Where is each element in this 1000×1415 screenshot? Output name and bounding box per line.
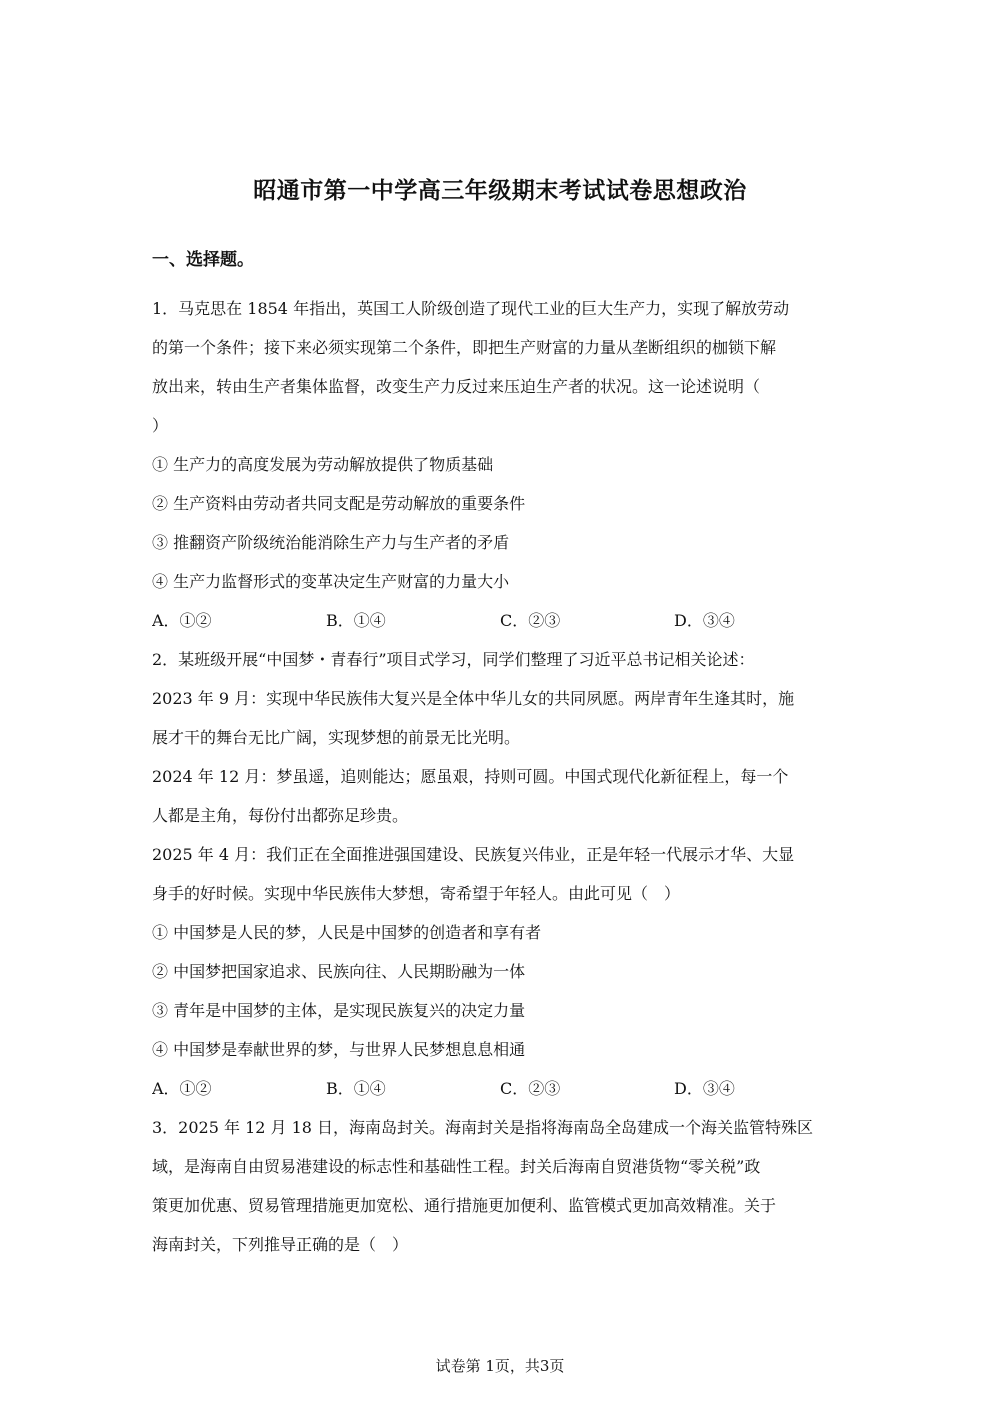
statement-item: ① 生产力的高度发展为劳动解放提供了物质基础 — [152, 455, 494, 474]
question-list — [152, 294, 852, 1269]
question-3 — [152, 1113, 852, 1269]
question-text-line: 1．马克思在 1854 年指出，英国工人阶级创造了现代工业的巨大生产力，实现了解放劳动 — [152, 299, 790, 318]
statement-item: ① 中国梦是人民的梦，人民是中国梦的创造者和享有者 — [152, 923, 542, 942]
statement-item: ③ 推翻资产阶级统治能消除生产力与生产者的矛盾 — [152, 533, 510, 552]
question-text-line: 域，是海南自由贸易港建设的标志性和基础性工程。封关后海南自贸港货物“零关税”政 — [152, 1157, 761, 1176]
option-a: A．①② — [152, 611, 212, 630]
question-text-line: 展才干的舞台无比广阔，实现梦想的前景无比光明。 — [152, 728, 521, 747]
question-text-line: 2025 年 4 月：我们正在全面推进强国建设、民族复兴伟业，正是年轻一代展示才华、大显 — [152, 845, 795, 864]
question-text-line: ） — [152, 416, 169, 435]
option-c: C．②③ — [500, 611, 561, 630]
question-text-line: 2024 年 12 月：梦虽遥，追则能达；愿虽艰，持则可圆。中国式现代化新征程上，每一个 — [152, 767, 789, 786]
option-d: D．③④ — [674, 1079, 735, 1098]
question-text-line: 海南封关，下列推导正确的是（ ） — [152, 1235, 409, 1254]
question-2 — [152, 645, 852, 1113]
question-1 — [152, 294, 852, 645]
question-text-line: 3．2025 年 12 月 18 日，海南岛封关。海南封关是指将海南岛全岛建成一个海关监管特殊区 — [152, 1118, 814, 1137]
section-heading: 一、选择题。 — [152, 250, 254, 270]
question-text-line: 身手的好时候。实现中华民族伟大梦想，寄希望于年轻人。由此可见（ ） — [152, 884, 681, 903]
question-text-line: 2023 年 9 月：实现中华民族伟大复兴是全体中华儿女的共同夙愿。两岸青年生逢其时，施 — [152, 689, 795, 708]
option-b: B．①④ — [326, 1079, 386, 1098]
statement-item: ② 生产资料由劳动者共同支配是劳动解放的重要条件 — [152, 494, 526, 513]
statement-item: ③ 青年是中国梦的主体，是实现民族复兴的决定力量 — [152, 1001, 526, 1020]
answer-options — [152, 606, 852, 645]
page-footer: 试卷第 1页，共3页 — [435, 1357, 565, 1375]
page-title: 昭通市第一中学高三年级期末考试试卷思想政治 — [253, 178, 747, 204]
question-text-line: 2．某班级开展“中国梦・青春行”项目式学习，同学们整理了习近平总书记相关论述： — [152, 650, 755, 669]
statement-item: ② 中国梦把国家追求、民族向往、人民期盼融为一体 — [152, 962, 526, 981]
option-b: B．①④ — [326, 611, 386, 630]
statement-item: ④ 中国梦是奉献世界的梦，与世界人民梦想息息相通 — [152, 1040, 526, 1059]
answer-options — [152, 1074, 852, 1113]
question-text-line: 人都是主角，每份付出都弥足珍贵。 — [152, 806, 409, 825]
option-d: D．③④ — [674, 611, 735, 630]
question-text-line: 的第一个条件；接下来必须实现第二个条件，即把生产财富的力量从垄断组织的枷锁下解 — [152, 338, 777, 357]
option-c: C．②③ — [500, 1079, 561, 1098]
question-text-line: 策更加优惠、贸易管理措施更加宽松、通行措施更加便利、监管模式更加高效精准。关于 — [152, 1196, 777, 1215]
question-text-line: 放出来，转由生产者集体监督，改变生产力反过来压迫生产者的状况。这一论述说明（ — [152, 377, 761, 396]
option-a: A．①② — [152, 1079, 212, 1098]
statement-item: ④ 生产力监督形式的变革决定生产财富的力量大小 — [152, 572, 510, 591]
